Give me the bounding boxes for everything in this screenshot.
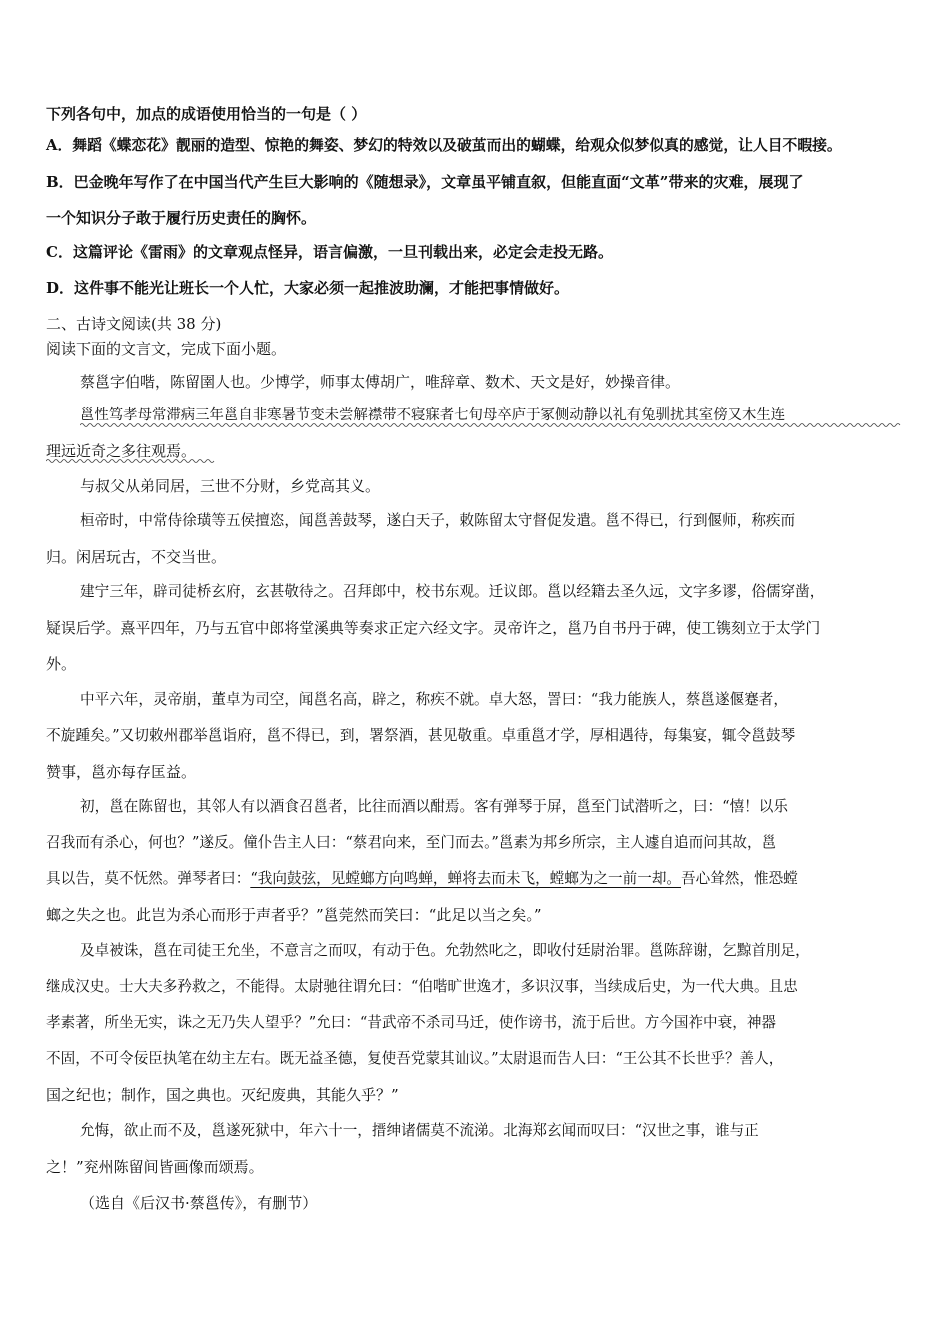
option-c: C．这篇评论《雷雨》的文章观点怪异，语言偏激，一旦刊载出来，必定会走投无路。 [46,243,613,261]
passage-p4-line-2: 归。闲居玩古，不交当世。 [46,548,227,566]
passage-p6-line-3: 赞事，邕亦每存匡益。 [46,763,197,781]
section-instruction: 阅读下面的文言文，完成下面小题。 [46,340,287,358]
option-a: A．舞蹈《蝶恋花》靓丽的造型、惊艳的舞姿、梦幻的特效以及破茧而出的蝴蝶，给观众似梦似真的感觉，让人目不暇接。 [46,137,842,154]
option-d: D．这件事不能光让班长一个人忙，大家必须一起推波助澜，才能把事情做好。 [46,279,570,297]
passage-p9-line-2: 之！”兖州陈留间皆画像而颂焉。 [46,1158,264,1176]
option-b-line-2: 一个知识分子敢于履行历史责任的胸怀。 [46,209,317,227]
passage-source: （选自《后汉书·蔡邕传》，有删节） [80,1194,318,1212]
passage-p2-line-1: 邕性笃孝母常滞病三年邕自非寒暑节变未尝解襟带不寝寐者七旬母卒庐于冢侧动静以礼有兔驯扰其室傍又木生连 [80,407,786,423]
passage-p7-line-3 [46,869,798,889]
passage-p9-line-1: 允悔，欲止而不及，邕遂死狱中，年六十一，搢绅诸儒莫不流涕。北海郑玄闻而叹曰：“汉世之事，谁与正 [80,1122,759,1139]
passage-p5-line-1: 建宁三年，辟司徒桥玄府，玄甚敬待之。召拜郎中，校书东观。迁议郎。邕以经籍去圣久远，文字多谬，俗儒穿凿， [80,583,825,600]
passage-p8-line-4: 不固，不可令佞臣执笔在幼主左右。既无益圣德，复使吾党蒙其讪议。”太尉退而告人曰：“王公其不长世乎？善人， [46,1050,784,1067]
passage-p1: 蔡邕字伯喈，陈留圉人也。少博学，师事太傅胡广，唯辞章、数术、天文是好，妙操音律。 [80,373,681,391]
passage-p8-line-1: 及卓被诛，邕在司徒王允坐，不意言之而叹，有动于色。允勃然叱之，即收付廷尉治罪。邕陈辞谢，乞黥首刖足， [80,942,810,959]
passage-p3: 与叔父从弟同居，三世不分财，乡党高其义。 [80,477,381,495]
p7-line-3-end: 吾心耸然，惟恐螳 [681,870,798,887]
passage-p6-line-1: 中平六年，灵帝崩，董卓为司空，闻邕名高，辟之，称疾不就。卓大怒，詈曰：“我力能族人，蔡邕遂偃蹇者， [80,691,788,708]
passage-p8-line-3: 孝素著，所坐无实，诛之无乃失人望乎？”允曰：“昔武帝不杀司马迁，使作谤书，流于后世。方今国祚中衰，神器 [46,1014,777,1031]
passage-p4-line-1: 桓帝时，中常侍徐璜等五侯擅恣，闻邕善鼓琴，遂白天子，敕陈留太守督促发遣。邕不得已，行到偃师，称疾而 [80,512,796,529]
question-stem: 下列各句中，加点的成语使用恰当的一句是（ ） [46,105,367,123]
p7-line-3-start: 具以告，莫不怃然。弹琴者曰： [46,870,251,887]
underlined-sentence: “我向鼓弦，见螳螂方向鸣蝉，蝉将去而未飞，螳螂为之一前一却。 [250,870,682,887]
passage-p7-line-4: 螂之失之也。此岂为杀心而形于声者乎？”邕莞然而笑曰：“此足以当之矣。” [46,906,542,924]
passage-p7-line-2: 召我而有杀心，何也？”遂反。僮仆告主人曰：“蔡君向来，至门而去。”邕素为邦乡所宗，主人遽自追而问其故，邕 [46,834,777,851]
option-b-line-1: B．巴金晚年写作了在中国当代产生巨大影响的《随想录》，文章虽平铺直叙，但能直面“文革”带来的灾难，展现了 [46,173,804,191]
wavy-underline [80,422,902,428]
passage-p8-line-2: 继成汉史。士大夫多矜救之，不能得。太尉驰往谓允曰：“伯喈旷世逸才，多识汉事，当续成后史，为一代大典。且忠 [46,978,798,995]
section-heading: 二、古诗文阅读(共 38 分) [46,315,222,333]
passage-p2-line-2: 理远近奇之多往观焉。 [46,442,197,460]
passage-p6-line-2: 不旋踵矣。”又切敕州郡举邕诣府，邕不得已，到，署祭酒，甚见敬重。卓重邕才学，厚相遇待，每集宴，辄令邕鼓琴 [46,727,796,744]
passage-p5-line-3: 外。 [46,655,77,673]
wavy-underline-2 [46,458,216,464]
passage-p7-line-1: 初，邕在陈留也，其邻人有以酒食召邕者，比往而酒以酣焉。客有弹琴于屏，邕至门试潜听之，曰：“憘！以乐 [80,798,788,815]
passage-p5-line-2: 疑误后学。熹平四年，乃与五官中郎将堂溪典等奏求正定六经文字。灵帝许之，邕乃自书丹于碑，使工镌刻立于太学门 [46,619,821,637]
passage-p8-line-5: 国之纪也；制作，国之典也。灭纪废典，其能久乎？” [46,1086,399,1104]
